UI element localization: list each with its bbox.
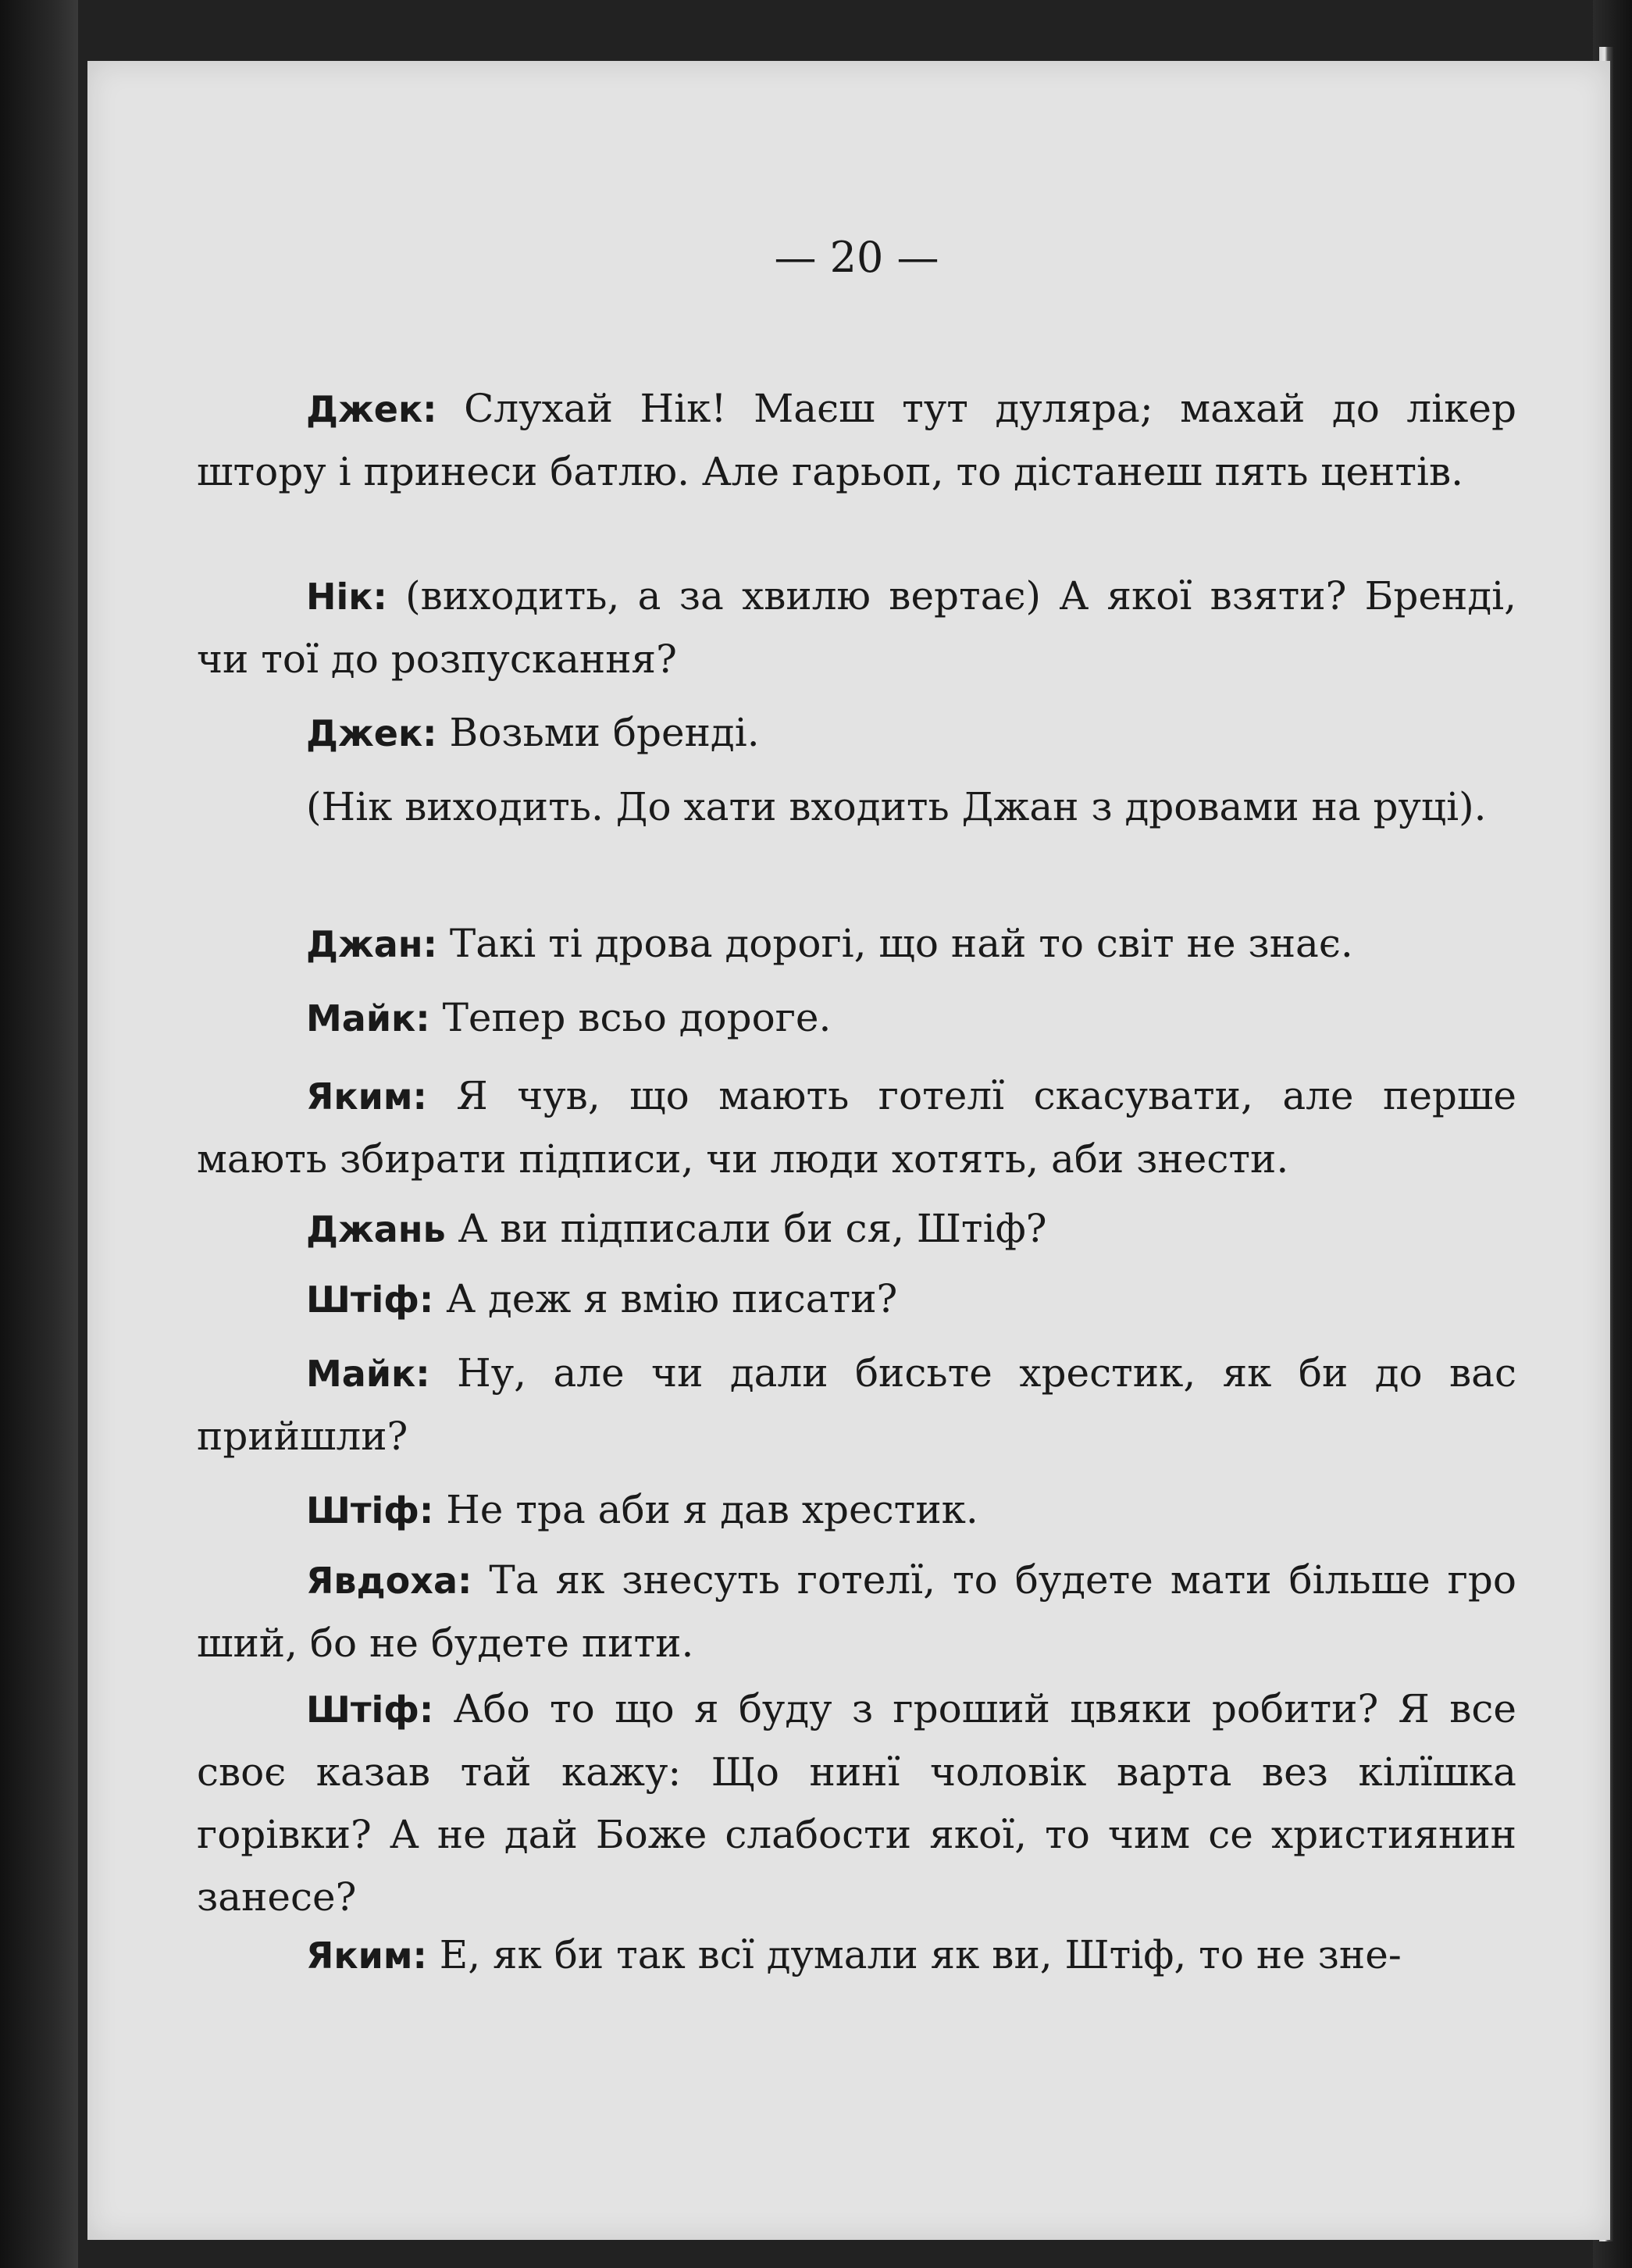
dialogue-line bbox=[197, 1678, 1516, 1928]
dialogue-line bbox=[197, 1197, 1516, 1261]
line-text: Е, як би так всї думали як ви, Штіф, то не зне- bbox=[426, 1932, 1402, 1977]
scan-left-edge bbox=[0, 0, 78, 2268]
speaker-name: Джек: bbox=[306, 712, 437, 754]
line-text: Слухай Нік! Маєш тут дуляра; махай до лікер штору і принеси батлю. Але гарьоп, то дістанеш пять центів. bbox=[197, 386, 1516, 494]
dialogue-line bbox=[197, 1064, 1516, 1190]
dialogue-line bbox=[197, 701, 1516, 765]
speaker-name: Джек: bbox=[306, 388, 437, 430]
line-text: Ну, але чи дали бисьте хрестик, як би до вас прийшли? bbox=[197, 1350, 1516, 1459]
speaker-name: Яким: bbox=[306, 1075, 427, 1118]
speaker-name: Штіф: bbox=[306, 1278, 434, 1321]
speaker-name: Джан: bbox=[306, 923, 437, 965]
line-text: (виходить, а за хвилю вертає) А якої взяти? Бренді, чи тої до розпускання? bbox=[197, 573, 1516, 682]
speaker-name: Майк: bbox=[306, 997, 430, 1040]
dialogue-line bbox=[197, 1478, 1516, 1542]
speaker-name: Нік: bbox=[306, 576, 387, 618]
line-text: Та як знесуть готелї, то будете мати більше гро ший, бо не будете пити. bbox=[197, 1557, 1516, 1666]
line-text: Возьми бренді. bbox=[437, 710, 760, 755]
dialogue-line bbox=[197, 1549, 1516, 1674]
speaker-name: Майк: bbox=[306, 1353, 430, 1395]
speaker-name: Яким: bbox=[306, 1935, 427, 1977]
dialogue-line bbox=[197, 986, 1516, 1050]
speaker-name: Штіф: bbox=[306, 1489, 434, 1532]
line-text: Тепер всьо дороге. bbox=[429, 995, 832, 1040]
dialogue-line bbox=[197, 1924, 1516, 1987]
dialogue-line bbox=[197, 377, 1516, 503]
stage-direction bbox=[197, 776, 1516, 838]
speaker-name: Явдоха: bbox=[306, 1560, 472, 1602]
line-text: Не тра аби я дав хрестик. bbox=[433, 1487, 978, 1532]
line-text: (Нік виходить. До хати входить Джан з дровами на руці). bbox=[306, 784, 1487, 829]
book-page bbox=[87, 61, 1610, 2240]
speaker-name: Джань bbox=[306, 1208, 446, 1250]
line-text: А деж я вмію писати? bbox=[433, 1276, 898, 1321]
dialogue-line bbox=[197, 565, 1516, 690]
dialogue-line bbox=[197, 1268, 1516, 1331]
line-text: Або то що я буду з гроший цвяки робити? Я все своє казав тай кажу: Що нинї чоловік варта вез кілїшка горівки? А не дай Боже слабости якої, то чим се християнин занесе? bbox=[197, 1686, 1516, 1920]
line-text: Такі ті дрова дорогі, що най то світ не знає. bbox=[437, 921, 1353, 966]
dialogue-line bbox=[197, 912, 1516, 975]
page-number: — 20 — bbox=[774, 233, 939, 282]
line-text: А ви підписали би ся, Штіф? bbox=[445, 1206, 1047, 1251]
line-text: Я чув, що мають готелї скасувати, але перше мають збирати підписи, чи люди хотять, аби знести. bbox=[197, 1073, 1516, 1182]
dialogue-line bbox=[197, 1342, 1516, 1467]
speaker-name: Штіф: bbox=[306, 1689, 434, 1731]
